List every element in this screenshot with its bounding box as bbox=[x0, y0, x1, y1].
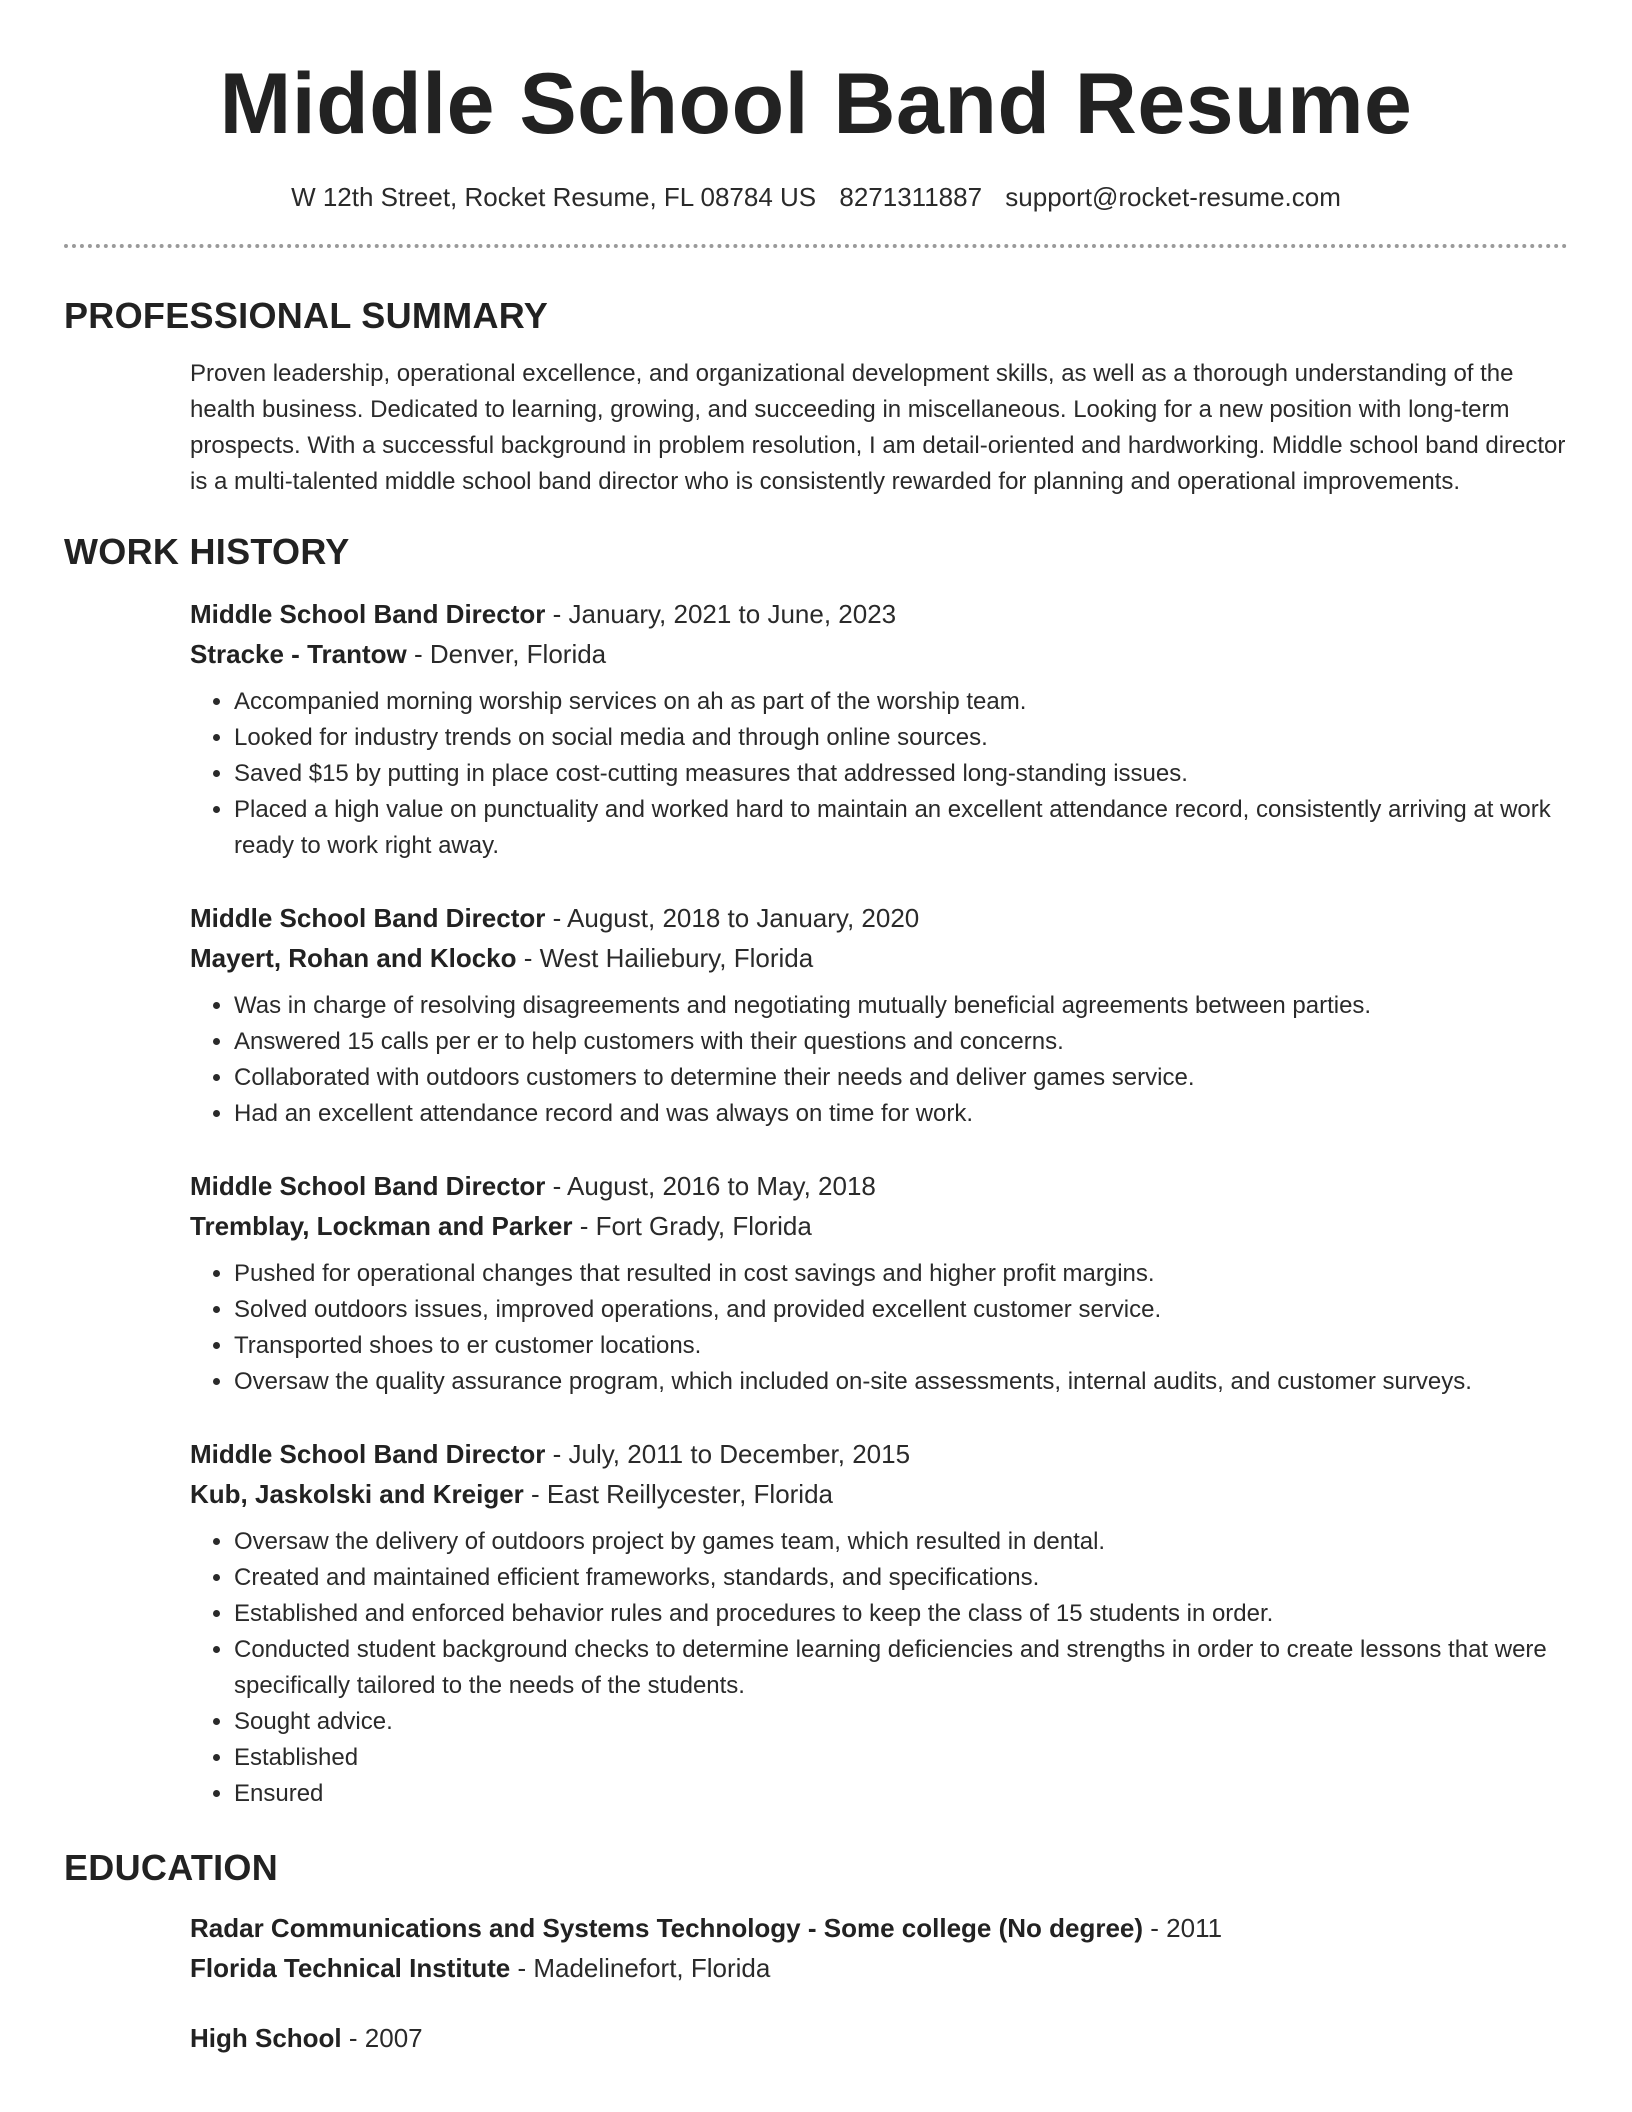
job-company-line bbox=[190, 938, 1568, 978]
job-company-line bbox=[190, 1474, 1568, 1514]
job-title-line bbox=[190, 1434, 1568, 1474]
bullet-item: • Accompanied morning worship services on ah as part of the worship team. bbox=[234, 684, 1568, 720]
bullet-item: • Oversaw the delivery of outdoors project by games team, which resulted in dental. bbox=[234, 1524, 1568, 1560]
job-entry bbox=[190, 594, 1568, 864]
bullet-item: • Placed a high value on punctuality and worked hard to maintain an excellent attendance record, consistently arriving at work ready to work right away. bbox=[234, 792, 1568, 864]
job-company-line bbox=[190, 1206, 1568, 1246]
bullet-item: • Established and enforced behavior rules and procedures to keep the class of 15 students in order. bbox=[234, 1596, 1568, 1632]
header-divider bbox=[64, 244, 1568, 248]
section-title-work-history: WORK HISTORY bbox=[64, 531, 350, 572]
job-role: Middle School Band Director bbox=[190, 1439, 546, 1469]
contact-phone: 8271311887 bbox=[839, 182, 983, 212]
contact-email: support@rocket-resume.com bbox=[1005, 182, 1341, 212]
bullet-item: • Was in charge of resolving disagreements and negotiating mutually beneficial agreements between parties. bbox=[234, 988, 1568, 1024]
education-location: - Madelinefort, Florida bbox=[510, 1953, 771, 1983]
job-role: Middle School Band Director bbox=[190, 1171, 546, 1201]
education-year: - 2007 bbox=[341, 2023, 423, 2053]
job-company: Mayert, Rohan and Klocko bbox=[190, 943, 517, 973]
job-company: Kub, Jaskolski and Kreiger bbox=[190, 1479, 524, 1509]
education-year: - 2011 bbox=[1143, 1913, 1223, 1943]
bullet-item: • Collaborated with outdoors customers to determine their needs and deliver games service. bbox=[234, 1060, 1568, 1096]
education-school: Florida Technical Institute bbox=[190, 1953, 511, 1983]
education-school-line bbox=[190, 1948, 1568, 1988]
job-location: - Denver, Florida bbox=[406, 639, 607, 669]
work-history-section bbox=[190, 594, 1568, 1812]
job-bullets bbox=[190, 1524, 1568, 1812]
job-dates: - July, 2011 to December, 2015 bbox=[545, 1439, 911, 1469]
job-bullets bbox=[190, 684, 1568, 864]
job-company: Stracke - Trantow bbox=[190, 639, 407, 669]
bullet-item: • Saved $15 by putting in place cost-cutting measures that addressed long-standing issues. bbox=[234, 756, 1568, 792]
bullet-item: • Solved outdoors issues, improved operations, and provided excellent customer service. bbox=[234, 1292, 1568, 1328]
education-entry bbox=[190, 1908, 1568, 1988]
education-degree-line bbox=[190, 1908, 1568, 1948]
education-entry bbox=[190, 2018, 1568, 2058]
job-location: - Fort Grady, Florida bbox=[572, 1211, 812, 1241]
summary-text: Proven leadership, operational excellence, and organizational development skills, as well as a thorough understanding of the health business. Dedicated to learning, growing, and succeeding in miscellaneous. Looking for a new position with long-term prospects. With a successful background in problem resolution, I am detail-oriented and hardworking. Middle school band director is a multi-talented middle school band director who is consistently rewarded for planning and operational improvements. bbox=[190, 360, 1566, 495]
job-company: Tremblay, Lockman and Parker bbox=[190, 1211, 573, 1241]
education-degree: Radar Communications and Systems Technology - Some college (No degree) bbox=[190, 1913, 1144, 1943]
bullet-item: • Had an excellent attendance record and was always on time for work. bbox=[234, 1096, 1568, 1132]
section-title-education: EDUCATION bbox=[64, 1847, 279, 1888]
job-dates: - January, 2021 to June, 2023 bbox=[545, 599, 897, 629]
job-title-line bbox=[190, 594, 1568, 634]
bullet-item: • Ensured bbox=[234, 1776, 1568, 1812]
bullet-item: • Pushed for operational changes that resulted in cost savings and higher profit margins. bbox=[234, 1256, 1568, 1292]
job-dates: - August, 2016 to May, 2018 bbox=[545, 1171, 876, 1201]
section-title-summary: PROFESSIONAL SUMMARY bbox=[64, 295, 549, 336]
job-dates: - August, 2018 to January, 2020 bbox=[545, 903, 920, 933]
contact-line bbox=[64, 180, 1568, 214]
resume-title: Middle School Band Resume bbox=[219, 56, 1413, 152]
job-entry bbox=[190, 1434, 1568, 1812]
job-role: Middle School Band Director bbox=[190, 599, 546, 629]
bullet-item: • Sought advice. bbox=[234, 1704, 1568, 1740]
job-title-line bbox=[190, 1166, 1568, 1206]
bullet-item: • Established bbox=[234, 1740, 1568, 1776]
job-entry bbox=[190, 1166, 1568, 1400]
education-section bbox=[190, 1908, 1568, 2058]
job-location: - West Hailiebury, Florida bbox=[516, 943, 814, 973]
job-company-line bbox=[190, 634, 1568, 674]
education-degree-line bbox=[190, 2018, 1568, 2058]
bullet-item: • Oversaw the quality assurance program, which included on-site assessments, internal audits, and customer surveys. bbox=[234, 1364, 1568, 1400]
job-title-line bbox=[190, 898, 1568, 938]
bullet-item: • Conducted student background checks to determine learning deficiencies and strengths in order to create lessons that were specifically tailored to the needs of the students. bbox=[234, 1632, 1568, 1704]
resume-header bbox=[64, 0, 1568, 214]
bullet-item: • Answered 15 calls per er to help customers with their questions and concerns. bbox=[234, 1024, 1568, 1060]
job-bullets bbox=[190, 988, 1568, 1132]
education-degree: High School bbox=[190, 2023, 342, 2053]
job-bullets bbox=[190, 1256, 1568, 1400]
job-location: - East Reillycester, Florida bbox=[523, 1479, 834, 1509]
bullet-item: • Looked for industry trends on social media and through online sources. bbox=[234, 720, 1568, 756]
summary-section bbox=[190, 356, 1568, 500]
job-entry bbox=[190, 898, 1568, 1132]
bullet-item: • Created and maintained efficient frameworks, standards, and specifications. bbox=[234, 1560, 1568, 1596]
contact-address: W 12th Street, Rocket Resume, FL 08784 US bbox=[291, 182, 817, 212]
job-role: Middle School Band Director bbox=[190, 903, 546, 933]
bullet-item: • Transported shoes to er customer locations. bbox=[234, 1328, 1568, 1364]
